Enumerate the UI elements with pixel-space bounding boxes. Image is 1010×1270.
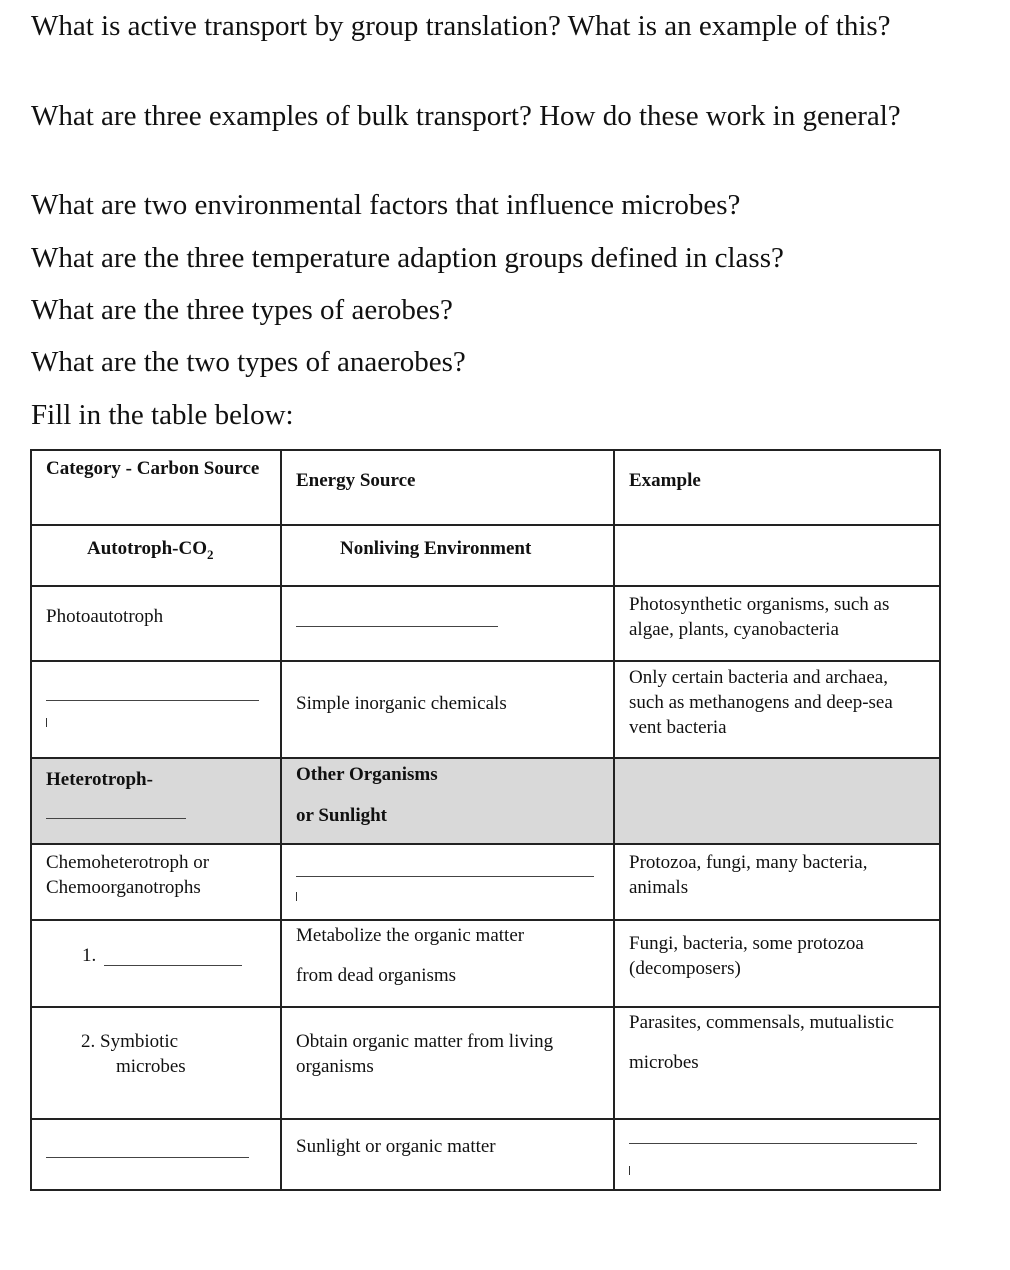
blank-tick-mark: [46, 718, 47, 727]
question-anaerobes: What are the two types of anaerobes?: [31, 346, 466, 378]
cell-chemoheterotroph-energy[interactable]: [281, 844, 614, 920]
cell-symbiotic-category: 2. Symbiotic microbes: [31, 1007, 281, 1119]
cell-photoheterotroph-category[interactable]: [31, 1119, 281, 1190]
question-bulk-transport: What are three examples of bulk transport? How do these work in general?: [31, 100, 901, 132]
question-group-translation: What is active transport by group translation? What is an example of this?: [31, 10, 891, 42]
blank-tick-mark: [629, 1166, 630, 1175]
row-autotroph: [31, 525, 940, 586]
cell-photoautotroph-example: Photosynthetic organisms, such as algae, plants, cyanobacteria: [614, 586, 940, 661]
cell-chemoautotroph-example: Only certain bacteria and archaea, such as methanogens and deep-sea vent bacteria: [614, 661, 940, 758]
header-example: Example: [614, 450, 940, 525]
blank-tick-mark: [296, 892, 297, 901]
answer-blank[interactable]: [296, 875, 594, 877]
question-environmental-factors: What are two environmental factors that influence microbes?: [31, 189, 741, 221]
cell-chemoautotroph-category[interactable]: [31, 661, 281, 758]
row-chemoheterotroph: [31, 844, 940, 920]
cell-chemoheterotroph-example: Protozoa, fungi, many bacteria, animals: [614, 844, 940, 920]
cell-autotroph-energy: Nonliving Environment: [281, 525, 614, 586]
answer-blank[interactable]: [629, 1142, 917, 1144]
row-photoautotroph: [31, 586, 940, 661]
nutrition-table: [30, 449, 941, 1191]
cell-photoautotroph-energy[interactable]: [281, 586, 614, 661]
saprobe-number: 1.: [82, 945, 97, 966]
autotroph-label: Autotroph-CO: [87, 538, 207, 559]
cell-autotroph-category: [31, 525, 281, 586]
header-energy: Energy Source: [281, 450, 614, 525]
answer-blank[interactable]: [46, 699, 259, 701]
row-saprobe: [31, 920, 940, 1007]
cell-heterotroph-energy: Other Organisms or Sunlight: [281, 758, 614, 844]
cell-saprobe-example: Fungi, bacteria, some protozoa (decomposers): [614, 920, 940, 1007]
question-aerobes: What are the three types of aerobes?: [31, 294, 453, 326]
cell-symbiotic-example: Parasites, commensals, mutualistic microbes: [614, 1007, 940, 1119]
cell-symbiotic-energy: Obtain organic matter from living organisms: [281, 1007, 614, 1119]
cell-saprobe-energy: Metabolize the organic matter from dead organisms: [281, 920, 614, 1007]
answer-blank[interactable]: [46, 1156, 249, 1158]
row-symbiotic: [31, 1007, 940, 1119]
row-photoheterotroph: [31, 1119, 940, 1190]
co2-subscript: 2: [207, 546, 214, 562]
cell-heterotroph-category: Heterotroph-: [31, 758, 281, 844]
row-heterotroph: [31, 758, 940, 844]
cell-heterotroph-example[interactable]: [614, 758, 940, 844]
cell-photoheterotroph-example[interactable]: [614, 1119, 940, 1190]
cell-chemoheterotroph-category: Chemoheterotroph or Chemoorganotrophs: [31, 844, 281, 920]
cell-saprobe-category[interactable]: [31, 920, 281, 1007]
table-instruction: Fill in the table below:: [31, 399, 294, 431]
question-temperature-groups: What are the three temperature adaption groups defined in class?: [31, 242, 784, 274]
header-category: Category - Carbon Source: [31, 450, 281, 525]
cell-photoautotroph-category: Photoautotroph: [31, 586, 281, 661]
cell-autotroph-example[interactable]: [614, 525, 940, 586]
answer-blank[interactable]: [46, 817, 186, 819]
answer-blank[interactable]: [296, 625, 498, 627]
table-header-row: [31, 450, 940, 525]
row-chemoautotroph: [31, 661, 940, 758]
answer-blank[interactable]: [104, 964, 242, 966]
cell-chemoautotroph-energy: Simple inorganic chemicals: [281, 661, 614, 758]
cell-photoheterotroph-energy: Sunlight or organic matter: [281, 1119, 614, 1190]
